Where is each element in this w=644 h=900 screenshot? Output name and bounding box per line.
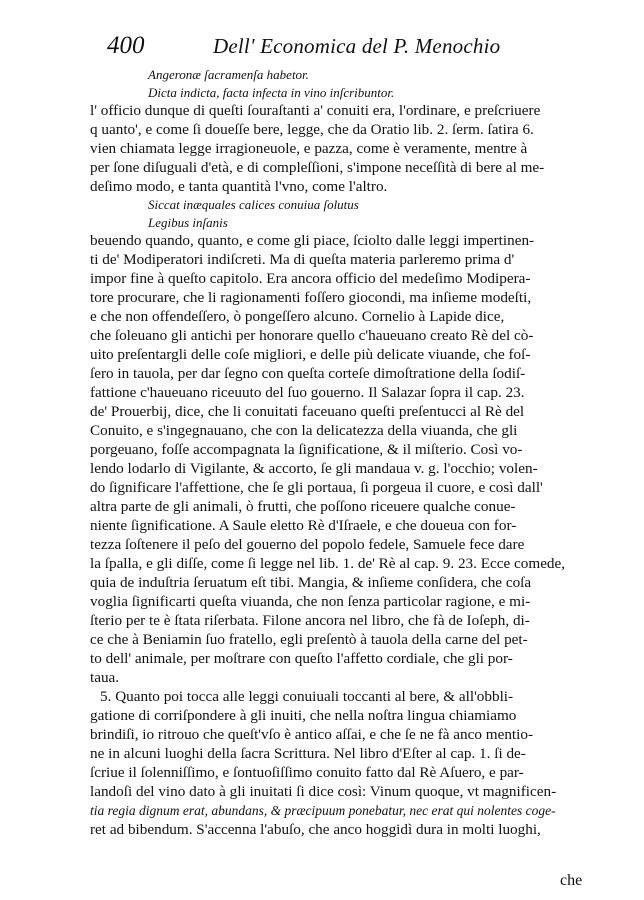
latin-quote-line: Siccat inæquales calices conuiua ſolutus xyxy=(148,197,359,212)
text-line: per ſone diſuguali d'età, e di compleſſioni, s'impone neceſſità di bere al me- xyxy=(90,159,545,176)
text-line: do ſignificare l'affettione, che ſe gli portaua, ſi porgeua il cuore, e così dall' xyxy=(90,479,543,496)
text-line: niente ſignificatione. A Saule eletto Rè d'Iſraele, e che doueua con for- xyxy=(90,517,517,534)
text-line: fattione c'haueuano riceuuto del ſuo gouerno. Il Salazar ſopra il cap. 23. xyxy=(90,384,525,401)
text-line: uito preſentargli delle coſe migliori, e delle più delicate viuande, che foſ- xyxy=(90,346,531,363)
text-line: quia de induſtria ſeruatum eſt tibi. Mangia, & inſieme conſidera, che coſa xyxy=(90,574,532,591)
text-line: tore procurare, che li ragionamenti foſſero giocondi, ma inſieme modeſti, xyxy=(90,289,532,306)
latin-quote-line: Legibus inſanis xyxy=(148,214,228,230)
text-line: taua. xyxy=(90,669,120,686)
text-line: impor fine à queſto capitolo. Era ancora officio del medeſimo Modipera- xyxy=(90,270,531,287)
text-line: ret ad bibendum. S'accenna l'abuſo, che anco hoggidì dura in molti luoghi, xyxy=(90,821,541,838)
page-body xyxy=(90,66,610,839)
text-line: tia regia dignum erat, abundans, & præcipuum ponebatur, nec erat qui nolentes coge- xyxy=(90,803,556,818)
text-line: ne in alcuni luoghi della ſacra Scrittura. Nel libro d'Eſter al cap. 1. ſi de- xyxy=(90,745,526,762)
text-line: Conuito, e s'ingegnauano, che con la delicatezza della viuanda, che gli xyxy=(90,422,518,439)
text-line: deſimo modo, e tanta quantità l'vno, come l'altro. xyxy=(90,178,388,195)
text-line: 5. Quanto poi tocca alle leggi conuiuali toccanti al bere, & all'obbli- xyxy=(100,688,514,705)
text-line: q uanto', e come ſi doueſſe bere, legge, che da Oratio lib. 2. ſerm. ſatira 6. xyxy=(90,121,534,138)
text-line: de' Prouerbij, dice, che li conuitati faceuano queſti preſentucci al Rè del xyxy=(90,403,525,420)
running-title: Dell' Economica del P. Menochio xyxy=(213,34,501,58)
text-line: vien chiamata legge irragioneuole, e pazza, come è veramente, mentre à xyxy=(90,140,528,157)
text-line: ce che à Beniamin ſuo fratello, egli preſentò à tauola della carne del pet- xyxy=(90,631,528,648)
text-line: ſero in tauola, per dar ſegno con queſta corteſe dimoſtratione della ſodiſ- xyxy=(90,365,526,382)
text-line: lendo lodarlo di Vigilante, & accorto, ſe gli mandaua v. g. l'occhio; volen- xyxy=(90,460,538,477)
text-line: che ſoleuano gli antichi per honorare quello c'haueuano creato Rè del cò- xyxy=(90,327,534,344)
text-line: l' officio dunque di queſti ſouraſtanti a' conuiti era, l'ordinare, e preſcriuere xyxy=(90,102,541,119)
catchword: che xyxy=(560,872,583,889)
text-line: ſterio per te è ſtata riſerbata. Filone ancora nel libro, che fà de Ioſeph, di- xyxy=(90,612,530,629)
page-header xyxy=(95,30,615,60)
text-line: gatione di corriſpondere à gli inuiti, che nella noſtra lingua chiamiamo xyxy=(90,707,517,724)
latin-quote-line: Dicta indicta, facta infecta in vino inſcribuntor. xyxy=(148,84,395,100)
text-line: beuendo quando, quanto, e come gli piace, ſciolto dalle leggi impertinen- xyxy=(90,232,535,249)
text-line: porgeuano, foſſe accompagnata la ſignificatione, & il miſterio. Così vo- xyxy=(90,441,523,458)
text-line: altra parte de gli animali, ò frutti, che poſſono riceuere qualche conue- xyxy=(90,498,516,515)
text-line: ſcriue il ſolenniſſimo, e ſontuoſiſſimo conuito fatto dal Rè Aſuero, e par- xyxy=(90,764,524,781)
latin-quote-line: Angeronæ ſacramenſa habetor. xyxy=(148,67,309,82)
text-line: ti de' Modiperatori indiſcreti. Ma di queſta materia parleremo prima d' xyxy=(90,251,515,268)
text-line: landoſi del vino dato à gli inuitati ſi dice così: Vinum quoque, vt magnificen- xyxy=(90,783,557,800)
text-line: la ſpalla, e gli diſſe, come ſi legge nel lib. 1. de' Rè al cap. 9. 23. Ecce comede, xyxy=(90,555,566,572)
page-number: 400 xyxy=(107,32,145,59)
text-line: brindiſi, io ritrouo che queſt'vſo è antico aſſai, e che ſe ne fà anco mentio- xyxy=(90,726,534,743)
text-line: to dell' animale, per moſtrare con queſto l'affetto cordiale, che gli por- xyxy=(90,650,513,667)
text-line: e che non offendeſſero, ò pongeſſero alcuno. Cornelio à Lapide dice, xyxy=(90,308,505,325)
text-line: voglia ſignificarti queſta viuanda, che non ſenza particolar ragione, e mi- xyxy=(90,593,531,610)
text-line: tezza ſoſtenere il peſo del gouerno del popolo fedele, Samuele fece dare xyxy=(90,536,525,553)
